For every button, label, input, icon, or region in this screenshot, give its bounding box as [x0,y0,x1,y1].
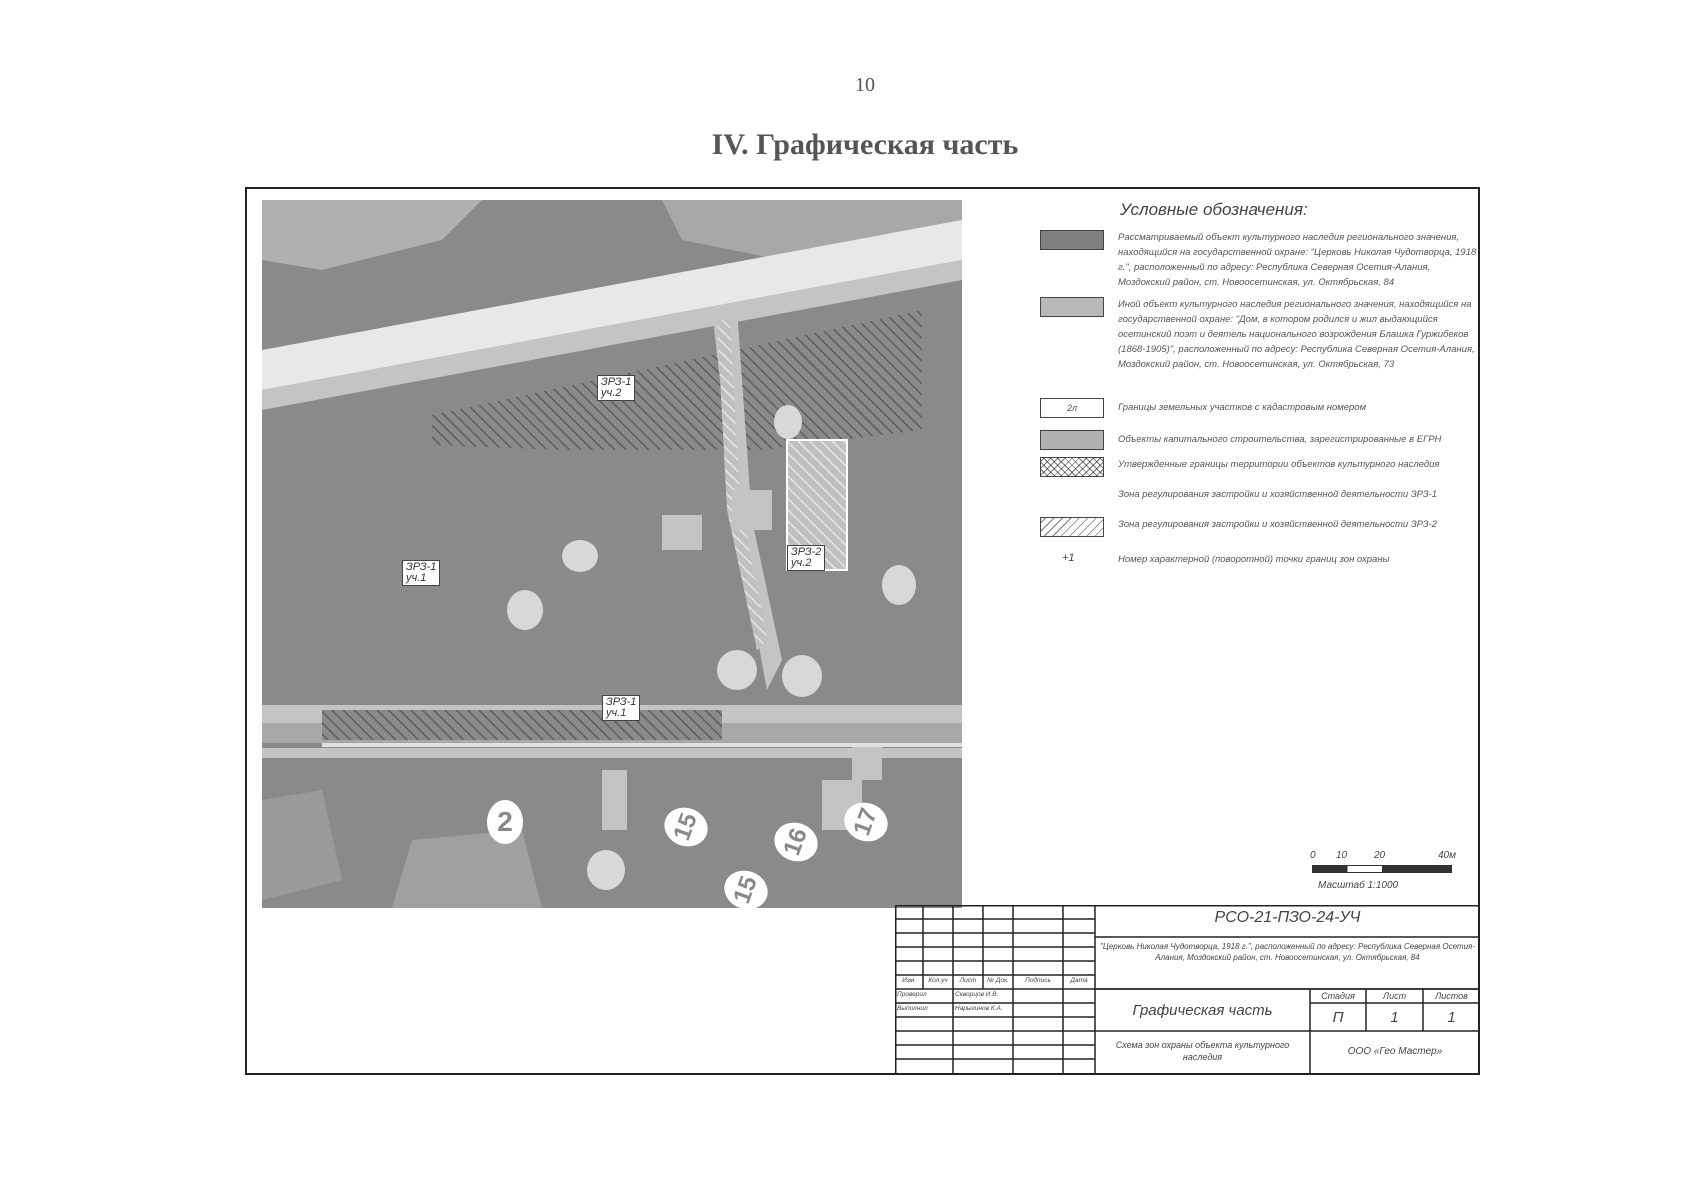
stage-label: Стадия [1321,991,1355,1001]
signer-name: Скворцов И.В. [955,991,999,998]
legend-text: Объекты капитального строительства, зарегистрированные в ЕГРН [1118,434,1442,445]
legend-text: Зона регулирования застройки и хозяйственной деятельности ЗРЗ-2 [1118,519,1438,530]
site-map [262,200,962,908]
header-cell: Изм. [902,977,916,984]
zone-label-zrz1-uch2: ЗРЗ-1 уч.2 [597,375,635,401]
object-marker [507,590,543,630]
signer-role: Выполнил [897,1005,928,1012]
object-marker [774,405,802,439]
scale-tick: 0 [1310,850,1316,861]
scale-tick: 10 [1336,850,1348,861]
page-heading: IV. Графическая часть [711,128,1019,161]
scale-bar-graphic [1312,865,1452,873]
legend-text: Рассматриваемый объект культурного наследия регионального значения, находящийся на государственной охране: "Церковь Николая Чудотворца, 1918 г.", расположенный по адресу: Республика Северная Осетия-Алания, Моздокский район, ст. Новоосетинская, ул. Октябрьская, 84 [1118,232,1477,288]
scale-label: Масштаб 1:1000 [1318,880,1399,891]
scheme-title: Схема зон охраны объекта культурного наследия [1115,1040,1290,1062]
object-marker [587,850,625,890]
map-graphics [262,200,962,908]
stage-value: П [1332,1009,1344,1026]
sheets-value: 1 [1447,1009,1456,1026]
swatch-zrz2 [1040,517,1104,537]
zone-label-zrz1-uch1-west: ЗРЗ-1 уч.1 [402,560,440,586]
legend-text: Границы земельных участков с кадастровым номером [1118,402,1367,413]
object-marker [882,565,916,605]
swatch-other-object [1040,297,1104,317]
zone-label-zrz1-uch1-south: ЗРЗ-1 уч.1 [602,695,640,721]
page-number: 10 [855,74,875,96]
legend-text: Утвержденные границы территории объектов культурного наследия [1118,459,1440,470]
sheet-value: 1 [1390,1009,1399,1026]
signer-name: Нарыгинов К.А. [955,1005,1003,1012]
legend-text: Зона регулирования застройки и хозяйственной деятельности ЗРЗ-1 [1118,489,1438,500]
header-cell: Лист [959,977,977,984]
scale-bar [1310,850,1470,900]
header-cell: № Док. [987,977,1009,984]
document-code: РСО-21-ПЗО-24-УЧ [1214,909,1361,926]
sheets-label: Листов [1435,991,1468,1001]
scale-tick: 20 [1374,850,1386,861]
object-description: "Церковь Николая Чудотворца, 1918 г.", расположенный по адресу: Республика Северная Осетия-Алания, Моздокский район, ст. Новоосетинская, ул. Октябрьская, 84 [1100,942,1475,962]
house-number: 15 [659,802,713,853]
swatch-heritage-territory [1040,457,1104,477]
swatch-capital-objects [1040,430,1104,450]
legend-text: Иной объект культурного наследия регионального значения, находящийся на государственной охране: "Дом, в котором родился и жил выдающийся осетинский поэт и деятель национального возрождения Блашка Гуржибеков (1868-1905)", расположенный по адресу: Республика Северная Осетия-Алания, Моздокский район, ст. Новоосетинская, ул. Октябрьская, 73 [1118,299,1475,370]
house-number: 15 [719,865,773,908]
house-number: 17 [839,797,893,848]
legend-text: Номер характерной (поворотной) точки границ зон охраны [1118,554,1390,565]
organization: ООО «Гео Мастер» [1347,1046,1443,1057]
map-legend [1040,200,1480,565]
header-cell: Подпись [1025,977,1051,984]
swatch-primary-object [1040,230,1104,250]
title-block [895,905,1480,1075]
signer-role: Проверил [897,991,927,998]
sheet-label: Лист [1382,991,1407,1001]
legend-title: Условные обозначения: [1120,200,1308,219]
header-cell: Дата [1070,977,1088,984]
zone-label-zrz2-uch2: ЗРЗ-2 уч.2 [787,545,825,571]
object-marker [717,650,757,690]
object-marker [782,655,822,697]
object-marker [562,540,598,572]
scale-tick: 40м [1438,850,1456,861]
sheet-title: Графическая часть [1132,1002,1273,1019]
swatch-parcel-boundary: 2л [1040,398,1104,418]
house-number: 16 [769,817,823,868]
point-symbol: +1 [1062,552,1075,564]
header-cell: Кол.уч [928,977,948,984]
house-number: 2 [487,800,523,844]
